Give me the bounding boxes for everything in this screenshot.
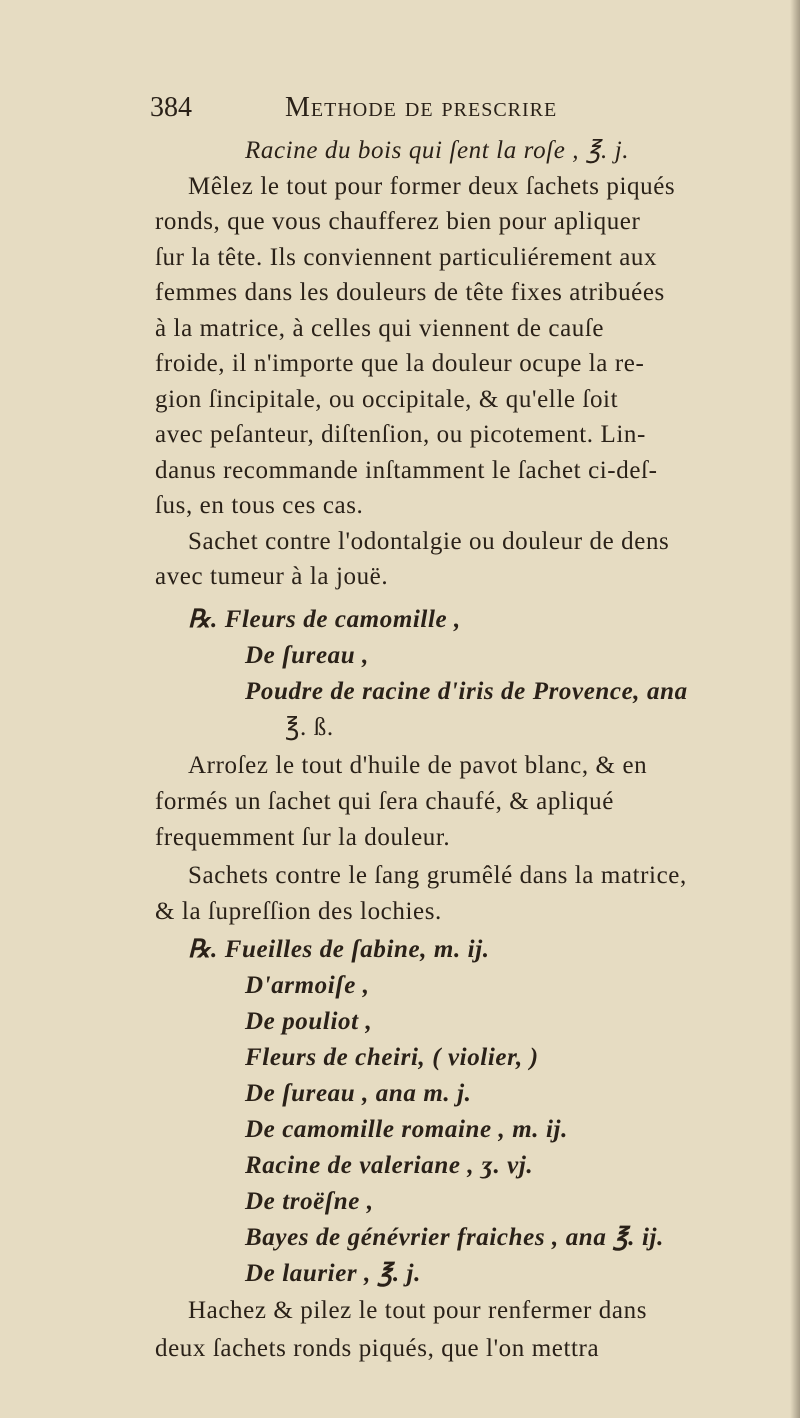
text-line: Mêlez le tout pour former deux ſachets piqués [188, 173, 676, 200]
text-line: Sachet contre l'odontalgie ou douleur de dens [188, 528, 670, 555]
text-line: ℥. ß. [285, 714, 334, 741]
recipe-line: De laurier , ℥. j. [245, 1260, 421, 1287]
text-line: ronds, que vous chaufferez bien pour apliquer [155, 208, 641, 235]
text-line: ſus, en tous ces cas. [155, 492, 364, 519]
text-line: avec tumeur à la jouë. [155, 563, 389, 590]
text-line: à la matrice, à celles qui viennent de cauſe [155, 315, 605, 342]
recipe-line: Poudre de racine d'iris de Provence, ana [245, 678, 688, 705]
text-line: Racine du bois qui ſent la roſe , ℥. j. [245, 137, 630, 164]
text-line: deux ſachets ronds piqués, que l'on mettra [155, 1335, 600, 1362]
running-head: Methode de prescrire [285, 92, 558, 123]
recipe-line: Bayes de génévrier fraiches , ana ℥. ij. [245, 1224, 664, 1251]
recipe-line: De ſureau , [245, 642, 369, 669]
recipe-line: De troëſne , [245, 1188, 374, 1215]
text-line: frequemment ſur la douleur. [155, 824, 451, 851]
text-line: froide, il n'importe que la douleur ocupe la re- [155, 350, 645, 377]
text-line: Hachez & pilez le tout pour renfermer dans [188, 1297, 648, 1324]
recipe-line: ℞. Fleurs de camomille , [188, 606, 461, 633]
text-line: Sachets contre le ſang grumêlé dans la matrice, [188, 862, 687, 889]
recipe-line: De pouliot , [245, 1008, 373, 1035]
recipe-line: D'armoiſe , [245, 972, 370, 999]
recipe-line: Fleurs de cheiri, ( violier, ) [245, 1044, 539, 1071]
recipe-line: ℞. Fueilles de ſabine, m. ij. [188, 936, 490, 963]
page-edge-shadow [790, 0, 800, 1418]
text-line: formés un ſachet qui ſera chaufé, & apliqué [155, 788, 614, 815]
page-header [150, 88, 750, 128]
text-line: ſur la tête. Ils conviennent particuliérement aux [155, 244, 658, 271]
text-line: Arroſez le tout d'huile de pavot blanc, & en [188, 752, 648, 779]
recipe-line: De ſureau , ana m. j. [245, 1080, 472, 1107]
recipe-line: De camomille romaine , m. ij. [245, 1116, 568, 1143]
text-line: femmes dans les douleurs de tête fixes atribuées [155, 279, 665, 306]
recipe-line: Racine de valeriane , ʒ. vj. [245, 1152, 534, 1179]
text-line: avec peſanteur, diſtenſion, ou picotement. Lin- [155, 421, 646, 448]
text-line: gion ſincipitale, ou occipitale, & qu'elle ſoit [155, 386, 619, 413]
text-line: danus recommande inſtamment le ſachet ci-deſ- [155, 457, 658, 484]
text-line: & la ſupreſſion des lochies. [155, 898, 442, 925]
page-number: 384 [150, 92, 192, 123]
